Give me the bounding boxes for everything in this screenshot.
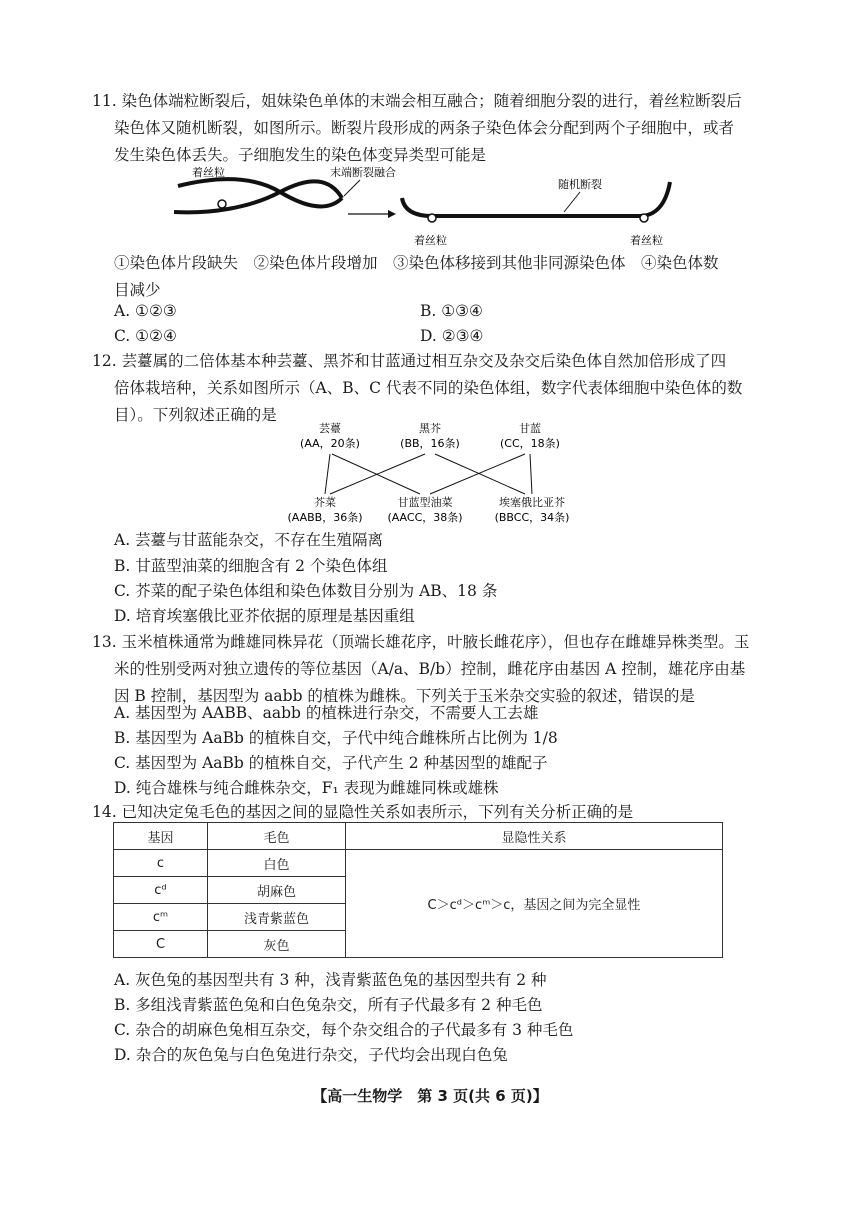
q14-option-d[interactable]: D. 杂合的灰色兔与白色兔进行杂交，子代均会出现白色兔 bbox=[114, 1046, 508, 1064]
q12-figure bbox=[270, 420, 600, 526]
q11-options-row-2 bbox=[114, 323, 484, 350]
label-fusion: 末端断裂融合 bbox=[330, 166, 396, 179]
q11-line-2: 染色体又随机断裂，如图所示。断裂片段形成的两条子染色体会分配到两个子细胞中，或者 bbox=[114, 119, 735, 137]
color-cell: 灰色 bbox=[208, 931, 346, 958]
gene-cell: c bbox=[114, 850, 208, 877]
q11-statements bbox=[114, 250, 734, 304]
gene-dominance-table bbox=[113, 822, 723, 958]
q12-option-b[interactable]: B. 甘蓝型油菜的细胞含有 2 个染色体组 bbox=[114, 557, 388, 575]
q13-line-2: 米的性别受两对独立遗传的等位基因（A/a、B/b）控制，雌花序由基因 A 控制，雄花序由基 bbox=[114, 660, 746, 678]
fusion-pointer bbox=[344, 180, 360, 196]
q13-option-c[interactable]: C. 基因型为 AaBb 的植株自交，子代产生 2 种基因型的雄配子 bbox=[114, 754, 548, 772]
child-3-name: 埃塞俄比亚芥 bbox=[499, 496, 565, 509]
centromere-left bbox=[218, 200, 226, 208]
color-cell: 白色 bbox=[208, 850, 346, 877]
gene-cell: cᵐ bbox=[114, 904, 208, 931]
stretched-chromosome bbox=[402, 182, 670, 216]
q12-line-2: 倍体栽培种，关系如图所示（A、B、C 代表不同的染色体组，数字代表体细胞中染色体的数 bbox=[114, 379, 743, 397]
label-centromere-b1: 着丝粒 bbox=[414, 234, 447, 247]
cross-line-cc-to-bbcc bbox=[530, 454, 532, 494]
q11-option-d[interactable]: D. ②③④ bbox=[420, 327, 484, 345]
question-12 bbox=[92, 348, 743, 429]
gene-cell: cᵈ bbox=[114, 877, 208, 904]
child-2-info: (AACC，38条) bbox=[387, 511, 463, 524]
q11-option-c[interactable]: C. ①②④ bbox=[114, 327, 177, 345]
child-3-info: (BBCC，34条) bbox=[494, 511, 570, 524]
child-1-name: 芥菜 bbox=[314, 496, 336, 509]
q12-option-d[interactable]: D. 培育埃塞俄比亚芥依据的原理是基因重组 bbox=[114, 607, 415, 625]
parent-1-info: (AA，20条) bbox=[300, 437, 360, 450]
q11-line-3: 发生染色体丢失。子细胞发生的染色体变异类型可能是 bbox=[114, 146, 487, 164]
q13-line-1: 13. 玉米植株通常为雌雄同株异花（顶端长雄花序，叶腋长雌花序），但也存在雌雄异株类型。玉 bbox=[92, 633, 750, 651]
parent-2-name: 黑芥 bbox=[419, 422, 441, 435]
q13-option-d[interactable]: D. 纯合雄株与纯合雌株杂交，F₁ 表现为雌雄同株或雄株 bbox=[114, 779, 499, 797]
color-cell: 浅青紫蓝色 bbox=[208, 904, 346, 931]
parent-3-name: 甘蓝 bbox=[519, 422, 541, 435]
relation-cell: C＞cᵈ＞cᵐ＞c，基因之间为完全显性 bbox=[346, 850, 723, 958]
q12-line-3: 目）。下列叙述正确的是 bbox=[114, 406, 277, 424]
child-1-info: (AABB，36条) bbox=[287, 511, 363, 524]
centromere-b1 bbox=[428, 214, 436, 222]
header-relation: 显隐性关系 bbox=[346, 823, 723, 850]
color-cell: 胡麻色 bbox=[208, 877, 346, 904]
q11-option-a[interactable]: A. ①②③ bbox=[114, 302, 177, 320]
cross-line-aa-to-aabb bbox=[325, 454, 330, 494]
question-13 bbox=[92, 629, 750, 710]
q12-line-1: 12. 芸薹属的二倍体基本种芸薹、黑芥和甘蓝通过相互杂交及杂交后染色体自然加倍形成了四 bbox=[92, 352, 727, 370]
table-row bbox=[114, 850, 723, 877]
q14-line-1: 14. 已知决定兔毛色的基因之间的显隐性关系如表所示，下列有关分析正确的是 bbox=[92, 803, 634, 821]
q12-option-a[interactable]: A. 芸薹与甘蓝能杂交，不存在生殖隔离 bbox=[114, 531, 384, 549]
header-color: 毛色 bbox=[208, 823, 346, 850]
gene-cell: C bbox=[114, 931, 208, 958]
label-centromere-b2: 着丝粒 bbox=[630, 234, 663, 247]
q11-figure bbox=[170, 164, 690, 250]
q13-option-b[interactable]: B. 基因型为 AaBb 的植株自交，子代中纯合雌株所占比例为 1/8 bbox=[114, 729, 558, 747]
child-2-name: 甘蓝型油菜 bbox=[397, 496, 453, 509]
centromere-b2 bbox=[640, 214, 648, 222]
q14-option-b[interactable]: B. 多组浅青紫蓝色兔和白色兔杂交，所有子代最多有 2 种毛色 bbox=[114, 996, 543, 1014]
label-random-break: 随机断裂 bbox=[558, 178, 602, 191]
parent-2-info: (BB，16条) bbox=[400, 437, 460, 450]
q11-option-b[interactable]: B. ①③④ bbox=[420, 302, 483, 320]
q11-line-1: 11. 染色体端粒断裂后，姐妹染色单体的末端会相互融合；随着细胞分裂的进行，着丝粒断裂后 bbox=[92, 92, 742, 110]
label-centromere-left: 着丝粒 bbox=[192, 166, 225, 179]
question-11 bbox=[92, 88, 742, 169]
break-pointer bbox=[564, 192, 580, 212]
q13-line-3: 因 B 控制，基因型为 aabb 的植株为雌株。下列关于玉米杂交实验的叙述，错误的是 bbox=[114, 687, 695, 705]
header-gene: 基因 bbox=[114, 823, 208, 850]
parent-3-info: (CC，18条) bbox=[500, 437, 560, 450]
q12-option-c[interactable]: C. 芥菜的配子染色体组和染色体数目分别为 AB、18 条 bbox=[114, 582, 498, 600]
q11-statements-line-2: 目减少 bbox=[114, 281, 161, 299]
q11-statements-line-1: ①染色体片段缺失 ②染色体片段增加 ③染色体移接到其他非同源染色体 ④染色体数 bbox=[114, 254, 719, 272]
table-header-row bbox=[114, 823, 723, 850]
q14-option-a[interactable]: A. 灰色兔的基因型共有 3 种，浅青紫蓝色兔的基因型共有 2 种 bbox=[114, 971, 547, 989]
q13-option-a[interactable]: A. 基因型为 AABB、aabb 的植株进行杂交，不需要人工去雄 bbox=[114, 704, 539, 722]
q11-options-row-1 bbox=[114, 298, 483, 325]
parent-1-name: 芸薹 bbox=[319, 422, 341, 435]
q14-option-c[interactable]: C. 杂合的胡麻色兔相互杂交，每个杂交组合的子代最多有 3 种毛色 bbox=[114, 1021, 574, 1039]
page-footer: 【高一生物学 第 3 页(共 6 页)】 bbox=[312, 1087, 548, 1105]
